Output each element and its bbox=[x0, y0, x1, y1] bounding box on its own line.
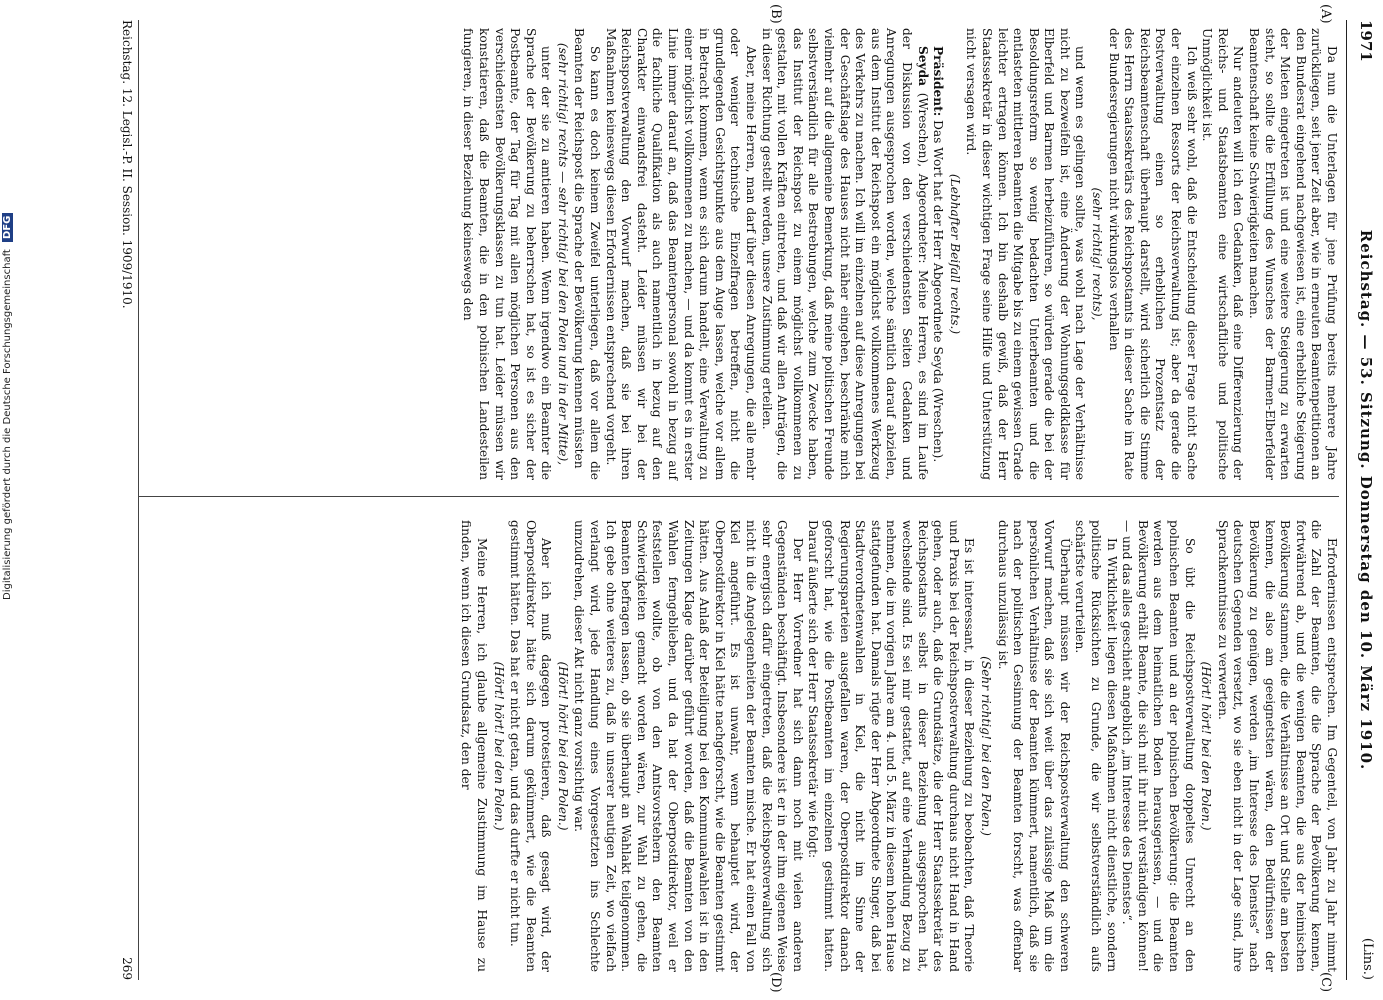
page-number: 1971 bbox=[1357, 20, 1375, 62]
speaker-name: Seyda bbox=[915, 46, 930, 87]
speech-text: (Wreschen), Abgeordneter: Meine Herren, es sind im Laufe der Diskussion von den verschiedensten Seiten Gedanken und Anregungen ausgesprochen worden, welche sämtlich darauf abzielen, aus dem Institut der Reichspost ein möglichst vollkommenes Werkzeug des Verkehrs zu machen. Ich will im einzelnen auf diese Anregungen bei der Geschäftslage des Hauses nicht näher eingehen, beschränke mich vielmehr auf die allgemeine Bemerkung, daß meine politischen Freunde selbstverständlich für alle Bestrebungen, welche zum Zwecke haben, das Institut der Reichspost zu einem möglichst vollkommenen zu gestalten, mit vollen Kräften eintreten, und daß wir allen Anträgen, die in dieser Richtung gestellt werden, unsere Zustimmung erteilen. bbox=[759, 28, 930, 480]
page-footer bbox=[116, 20, 139, 980]
left-column bbox=[460, 28, 1339, 480]
remark: (Sehr richtig! bei den Polen.) bbox=[978, 656, 993, 836]
remark: (sehr richtig! rechts — sehr richtig! bei den Polen und in der Mitte), bbox=[555, 42, 570, 466]
speech-text: Das Wort hat der Herr Abgeordnete Seyda (Wreschen). bbox=[931, 120, 946, 463]
margin-marker-d: (D) bbox=[768, 972, 783, 993]
dfg-logo: DFG bbox=[2, 213, 13, 242]
paragraph: So übt die Reichspostverwaltung doppeltes Unrecht an den polnischen Beamten und an der polnischen Bevölkerung: die Beamten werden aus dem heimatlichen Boden herausgerissen, — und die Bevölkerung erhält Beamte, die sich mit ihr nicht verständigen können! — und das alles geschieht angeblich „im Interesse des Dienstes“. bbox=[1120, 520, 1197, 972]
paragraph: Überhaupt müssen wir der Reichspostverwaltung den schweren Vorwurf machen, daß sie sich weit über das zulässige Maß um die persönlichen Verhältnisse der Beamten kümmert, namentlich, daß sie nach der politischen Gesinnung der Beamten forscht, was offenbar durchaus unzulässig ist. bbox=[995, 520, 1072, 972]
sheet-number: 269 bbox=[120, 957, 134, 980]
paragraph: Aber ich muß dagegen protestieren, daß gesagt wird, der Oberpostdirektor hätte sich darum gekümmert, wie die Beamten gestimmt hätten. Das hat er nicht getan, und das durfte er nicht tun. bbox=[508, 520, 554, 972]
digitization-credit bbox=[2, 200, 18, 600]
paragraph: Ich weiß sehr wohl, daß die Entscheidung dieser Frage nicht Sache der einzelnen Ressorts der Reichsverwaltung ist; aber da gerade die Postverwaltung einen so erheblichen Prozentsatz der Reichsbeamtenschaft überhaupt darstellt, wird sicherlich die Stimme des Herrn Staatssekretärs des Reichspostamts in dieser Sache im Rate der Bundesregierungen nicht wirkungslos verhallen bbox=[1106, 28, 1199, 480]
paragraph: Es ist interessant, in dieser Beziehung zu beobachten, daß Theorie und Praxis bei der Reichspostverwaltung durchaus nicht Hand in Hand gehen, oder auch, daß die Grundsätze, die der Herr Staatssekretär des Reichspostamts selbst in dieser Beziehung ausgesprochen hat, wechselnde sind. Es sei mir gestattet, auf eine Verhandlung Bezug zu nehmen, die im vorigen Jahre am 4. und 5. März in diesem hohen Hause stattgefunden hat. Damals rügte der Herr Abgeordnete Singer, daß bei Stadtverordnetenwahlen in Kiel, die nicht im Sinne der Regierungsparteien ausgefallen waren, der Oberpostdirektor danach geforscht hat, wie die Postbeamten im einzelnen gestimmt hatten. Darauf äußerte sich der Herr Staatssekretär wie folgt: bbox=[806, 520, 977, 972]
header-rule bbox=[1346, 20, 1347, 980]
right-column bbox=[458, 520, 1339, 972]
margin-marker-a: (A) bbox=[1318, 4, 1333, 24]
paragraph: Da nun die Unterlagen für jene Prüfung bereits mehrere Jahre zurückliegen, seit jener Zeit aber, wie in erneuten Beamtenpetitionen an den Bundesrat eingehend nachgewiesen ist, eine erhebliche Steigerung der Mieten eingetreten ist und eine weitere Steigerung zu erwarten steht, so sollte die Erfüllung des Wunsches der Barmen-Elberfelder Beamtenschaft keine Schwierigkeiten machen. bbox=[1247, 28, 1339, 480]
document-page bbox=[83, 0, 1383, 1000]
paragraph: Aber, meine Herren, man darf über diesen Anregungen, die alle mehr oder weniger technische Einzelfragen betreffen, nicht die grundlegenden Gesichtspunkte aus dem Auge lassen, welche vor allem in Betracht kommen, wenn es sich darum handelt, eine Verwaltung zu einer möglichst vollkommenen zu machen, — und da kommt es in erster Linie immer darauf an, daß das Beamtenpersonal sowohl in bezug auf die fachliche Qualifikation als auch namentlich in bezug auf den Charakter einwandsfrei dasteht. Leider müssen wir bei der Reichspostverwaltung den Vorwurf machen, daß sie bei ihren Maßnahmen keineswegs diesen Erfordernissen entsprechend vorgeht. bbox=[603, 28, 759, 480]
paragraph: Nur andeuten will ich den Gedanken, daß eine Differenzierung der Reichs- und Staatsbeamten eine wirtschaftliche und politische Unmöglichkeit ist. bbox=[1200, 28, 1246, 480]
speaker-name: Präsident: bbox=[931, 46, 946, 117]
publication-line: Reichstag. 12. Legisl.-P. II. Session. 1909/1910. bbox=[120, 20, 134, 309]
page-title: Reichstag. — 53. Sitzung. Donnerstag den 10. März 1910. bbox=[1357, 229, 1375, 771]
paragraph: In Wirklichkeit liegen diesen Maßnahmen nicht dienstliche, sondern politische Rücksichten zu Grunde, die wir selbstverständlich aufs schärfste verurteilen. bbox=[1073, 520, 1119, 972]
remark: (Hört! hört! bei den Polen.) bbox=[555, 661, 570, 831]
paragraph: unter der sie zu amtieren haben. Wenn irgendwo ein Beamter die Sprache der Bevölkerung zu beherrschen hat, so ist es sicher der Postbeamte, der Tag für Tag mit allen möglichen Personen aus den verschiedensten Bevölkerungsklassen zu tun hat. Leider müssen wir konstatieren, daß die Beamten, die in den polnischen Landesteilen fungieren, in dieser Beziehung keineswegs den bbox=[461, 28, 554, 480]
remark: (Hört! hört! bei den Polen.) bbox=[491, 661, 506, 831]
speaker-paragraph bbox=[758, 28, 930, 480]
paragraph: So kann es doch keinem Zweifel unterliegen, daß vor allem die Beamten der Reichspost die Sprache der Bevölkerung kennen müssten bbox=[572, 28, 603, 480]
column-divider bbox=[139, 496, 1339, 497]
side-note: (Lins.) bbox=[1360, 937, 1375, 980]
remark: (Hört! hört! bei den Polen.) bbox=[1199, 661, 1214, 831]
credit-text: Digitalisierung gefördert durch die Deutsche Forschungsgemeinschaft bbox=[2, 249, 13, 600]
speaker-paragraph bbox=[930, 28, 946, 480]
margin-marker-b: (B) bbox=[768, 4, 783, 24]
paragraph: und wenn es gelingen sollte, was wohl nach Lage der Verhältnisse nicht zu bezweifeln ist, eine Änderung der Wohnungsgeldklasse für Elberfeld und Barmen herbeizuführen, so würden gerade die bei der Besoldungsreform so wenig bedachten Unterbeamten und die entlasteten mittleren Beamten die Mitgabe bis zu einem gewissen Grade leichter ertragen können. Ich bin deshalb gewiß, daß der Herr Staatssekretär in dieser wichtigen Frage seine Hilfe und Unterstützung nicht versagen wird. bbox=[964, 28, 1088, 480]
paragraph: Meine Herren, ich glaube allgemeine Zustimmung im Hause zu finden, wenn ich diesen Grundsatz, den der bbox=[459, 520, 489, 972]
remark: (Lebhafter Beifall rechts.) bbox=[947, 173, 962, 335]
paragraph: Erfordernissen entsprechen. Im Gegenteil, von Jahr zu Jahr nimmt die Zahl der Beamten, die die Sprache der Bevölkerung kennen, fortwährend ab, und die wenigen Beamten, die aus der heimischen Bevölkerung stammen, die die Verhältnisse an Ort und Stelle am besten kennen, die also am geeignetsten wären, den Bedürfnissen der Bevölkerung zu genügen, werden „im Interesse des Dienstes“ nach deutschen Gegenden versetzt, wo sie eben nicht in der Lage sind, ihre Sprachkenntnisse zu verwerten. bbox=[1215, 520, 1339, 972]
margin-marker-c: (C) bbox=[1318, 972, 1333, 993]
remark: (sehr richtig! rechts), bbox=[1090, 187, 1105, 321]
paragraph: Der Herr Vorredner hat sich dann noch mit vielen anderen Gegenständen beschäftigt. Insbesondere ist er in der ihm eigenen Weise sehr energisch dafür eingetreten, daß die Reichspostverwaltung sich nicht in die Angelegenheiten der Beamten mische. Er hat einen Fall von Kiel angeführt. Es ist unwahr, wenn behauptet wird, der Oberpostdirektor in Kiel hätte nachgeforscht, wie die Beamten gestimmt hätten. Aus Anlaß der Beteiligung bei den Kommunalwahlen ist in den Zeitungen Klage darüber geführt worden, daß die Beamten von den Wahlen ferngeblieben, und da hat der Oberpostdirektor, weil er feststellen wollte, ob von den Amtsvorstehern den Beamten Schwierigkeiten gemacht worden wären, zur Wahl zu gehen, die Beamten befragen lassen, ob sie überhaupt an Wahlakt teilgenommen. Ich gebe ohne weiteres zu, daß in unserer heutigen Zeit, wo vielfach verlangt wird, jede Handlung eines Vorgesetzten ins Schlechte umzudrehen, dieser Akt nicht ganz vorsichtig war. bbox=[572, 520, 805, 972]
page-header bbox=[1349, 20, 1375, 980]
